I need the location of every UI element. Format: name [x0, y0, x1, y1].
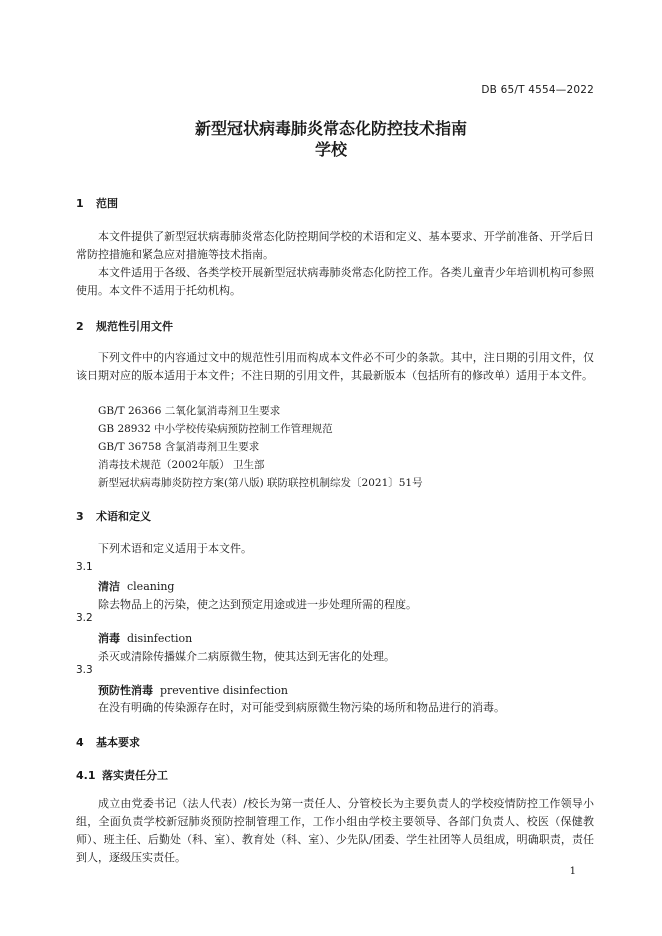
section-number: 2 [76, 320, 84, 333]
page-number: 1 [569, 866, 576, 877]
document-subtitle: 学校 [314, 140, 347, 159]
section-4-heading [76, 734, 140, 750]
term-number: 3.3 [76, 664, 93, 676]
reference-item: GB 28932 中小学校传染病预防控制工作管理规范 [98, 423, 333, 435]
section-title: 术语和定义 [96, 510, 151, 523]
section-number: 1 [76, 197, 84, 210]
term-definition: 杀灭或清除传播媒介二病原微生物，使其达到无害化的处理。 [98, 650, 395, 663]
reference-item: 消毒技术规范（2002年版） 卫生部 [98, 459, 265, 471]
term-en: preventive disinfection [160, 684, 288, 697]
subsection-4-1-heading [76, 767, 168, 783]
term-zh: 预防性消毒 [98, 684, 153, 697]
reference-item: 新型冠状病毒肺炎防控方案(第八版) 联防联控机制综发〔2021〕51号 [98, 477, 423, 489]
reference-item: GB/T 26366 二氧化氯消毒剂卫生要求 [98, 405, 281, 417]
term-name [98, 578, 174, 594]
document-title: 新型冠状病毒肺炎常态化防控技术指南 [194, 119, 467, 138]
subsection-title: 落实责任分工 [102, 769, 168, 782]
section-title: 规范性引用文件 [96, 320, 173, 333]
section-title: 基本要求 [96, 736, 140, 749]
scope-paragraph-2: 本文件适用于各级、各类学校开展新型冠状病毒肺炎常态化防控工作。各类儿童青少年培训机构可参照使用。本文件不适用于托幼机构。 [76, 266, 594, 297]
term-definition: 除去物品上的污染，使之达到预定用途或进一步处理所需的程度。 [98, 598, 417, 611]
terms-intro: 下列术语和定义适用于本文件。 [98, 542, 252, 555]
reference-item: GB/T 36758 含氯消毒剂卫生要求 [98, 441, 260, 453]
responsibility-paragraph: 成立由党委书记（法人代表）/校长为第一责任人、分管校长为主要负责人的学校疫情防控工作领导小组，全面负责学校新冠肺炎预防控制管理工作，工作小组由学校主要领导、各部门负责人、校医（保健教师）、班主任、后勤处（科、室）、教育处（科、室）、少先队/团委、学生社团等人员组成，明确职责，责任到人，逐级压实责任。 [76, 797, 594, 864]
term-en: cleaning [127, 580, 175, 593]
term-number: 3.2 [76, 612, 93, 624]
term-definition: 在没有明确的传染源存在时，对可能受到病原微生物污染的场所和物品进行的消毒。 [98, 701, 505, 714]
term-name [98, 630, 192, 646]
section-1-heading [76, 195, 118, 211]
term-zh: 清洁 [98, 580, 120, 593]
scope-paragraph-1: 本文件提供了新型冠状病毒肺炎常态化防控期间学校的术语和定义、基本要求、开学前准备、开学后日常防控措施和紧急应对措施等技术指南。 [76, 230, 594, 261]
subsection-number: 4.1 [76, 769, 96, 782]
references-intro: 下列文件中的内容通过文中的规范性引用而构成本文件必不可少的条款。其中，注日期的引用文件，仅该日期对应的版本适用于本文件；不注日期的引用文件，其最新版本（包括所有的修改单）适用于本文件。 [76, 351, 594, 382]
term-name [98, 682, 288, 698]
section-number: 3 [76, 510, 84, 523]
term-zh: 消毒 [98, 632, 120, 645]
section-title: 范围 [96, 197, 118, 210]
standard-code: DB 65/T 4554—2022 [481, 84, 594, 96]
section-3-heading [76, 508, 151, 524]
term-number: 3.1 [76, 561, 93, 573]
section-2-heading [76, 318, 173, 334]
section-number: 4 [76, 736, 84, 749]
term-en: disinfection [127, 632, 193, 645]
